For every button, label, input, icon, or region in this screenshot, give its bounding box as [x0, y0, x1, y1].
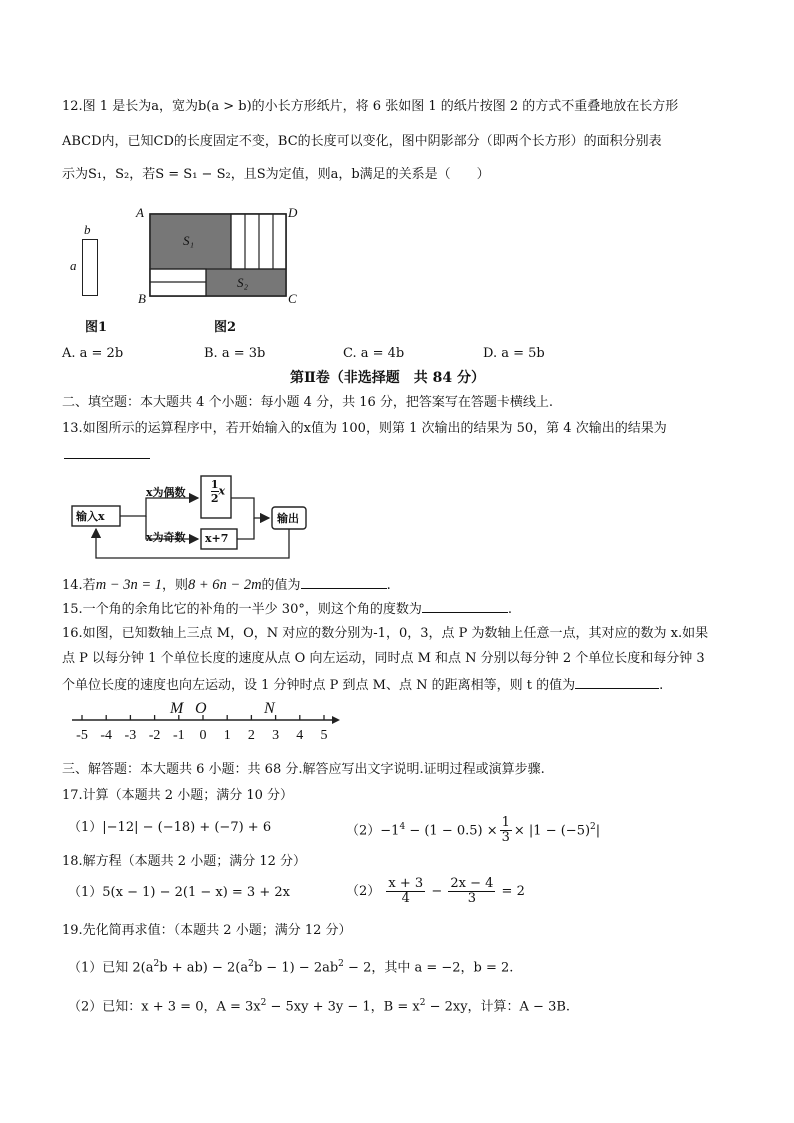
axis-tick-label: 5 [320, 728, 328, 743]
plus7-label: x+7 [205, 532, 229, 545]
q12-line1: 12.图 1 是长为a，宽为b(a > b)的小长方形纸片，将 6 张如图 1 的纸片按图 2 的方式不重叠地放在长方形 [62, 99, 679, 114]
half-num: 1 [210, 478, 219, 491]
point-c: C [288, 291, 297, 306]
axis-tick-label: -2 [148, 728, 161, 743]
axis-tick-label: -1 [172, 728, 185, 743]
option-a: A. a = 2b [62, 346, 124, 361]
q14-answer-blank [301, 575, 387, 589]
q18-part1: （1）5(x − 1) − 2(1 − x) = 3 + 2x [68, 885, 290, 900]
odd-label: x为奇数 [146, 531, 186, 544]
option-c: C. a = 4b [343, 346, 405, 361]
half-var: x [218, 484, 226, 498]
q16-answer-blank [575, 675, 659, 689]
half-den: 2 [210, 492, 219, 505]
axis-tick-label: 4 [296, 728, 304, 743]
q13-text: 13.如图所示的运算程序中，若开始输入的x值为 100，则第 1 次输出的结果为 50，第 4 次输出的结果为 [62, 421, 667, 436]
figure-2 [134, 204, 314, 308]
axis-tick-label: 1 [223, 728, 231, 743]
q17-title: 17.计算（本题共 2 小题；满分 10 分） [62, 788, 294, 803]
label-s2: S₂ [237, 275, 249, 290]
axis-tick-label: 3 [272, 728, 280, 743]
q12-line2: ABCD内，已知CD的长度固定不变，BC的长度可以变化，图中阴影部分（即两个长方形）的面积分别表 [62, 134, 662, 149]
fig1-a-label: a [70, 258, 77, 273]
axis-tick-label: -3 [124, 728, 137, 743]
point-b: B [138, 291, 146, 306]
q19-part1: （1）已知 $2(a^2b + ab) - 2(a^2b - 1) - 2ab^2 - 2$，其中 a = −2，b = 2. [68, 959, 514, 976]
q15-answer-blank [422, 599, 508, 613]
fill-header: 二、填空题：本大题共 4 个小题：每小题 4 分，共 16 分，把答案写在答题卡横线上. [62, 395, 554, 410]
q17-part1: （1）|−12| − (−18) + (−7) + 6 [68, 820, 272, 835]
q18-title: 18.解方程（本题共 2 小题；满分 12 分） [62, 854, 307, 869]
label-s1: S₁ [183, 233, 195, 248]
q19-part2: （2）已知：x + 3 = 0，$A = 3x^2 - 5xy + 3y - 1$，$B = x^2 - 2xy$，计算：A − 3B. [68, 998, 571, 1015]
q16-line2: 点 P 以每分钟 1 个单位长度的速度从点 O 向左运动，同时点 M 和点 N 分别以每分钟 2 个单位长度和每分钟 3 [62, 651, 705, 666]
fig1-caption: 图1 [85, 320, 108, 335]
q18-part2: （2） $\frac{x + 3}{4}$ − $\frac{2x - 4}{3}$ = 2 [346, 876, 525, 906]
q19-title: 19.先化简再求值：（本题共 2 小题；满分 12 分） [62, 923, 352, 938]
q12-line3: 示为S₁，S₂，若S = S₁ − S₂，且S为定值，则a，b满足的关系是（ ） [62, 167, 490, 182]
q16-line3: 个单位长度的速度也向左运动，设 1 分钟时点 P 到点 M、点 N 的距离相等，则 t 的值为 . [62, 675, 663, 695]
fig1-b-label: b [84, 222, 91, 237]
fig2-caption: 图2 [214, 320, 237, 335]
q15-text: 15.一个角的余角比它的补角的一半少 30°，则这个角的度数为 . [62, 599, 512, 619]
axis-tick-label: -5 [76, 728, 88, 743]
q17-part2: $(2)-1^4 - (1 - 0.5)$ × $\frac{1}{3}$ × $|1 - (-5)^2|$ [346, 815, 601, 846]
input-label: 输入x [76, 510, 105, 523]
axis-tick-label: 0 [199, 728, 207, 743]
output-label: 输出 [277, 512, 299, 525]
half-expr [203, 478, 233, 505]
point-o: O [195, 700, 207, 717]
section3-header: 三、解答题：本大题共 6 小题：共 68 分.解答应写出文字说明.证明过程或演算步骤. [62, 762, 545, 777]
point-d: D [288, 205, 298, 220]
q14-text: 14.若m − 3n = 1，则8 + 6n − 2m的值为 . [62, 577, 391, 593]
q16-line1: 16.如图，已知数轴上三点 M，O，N 对应的数分别为-1，0，3，点 P 为数轴上任意一点，其对应的数为 x.如果 [62, 626, 709, 641]
option-b: B. a = 3b [204, 346, 266, 361]
fig1-rect [82, 239, 98, 296]
even-label: x为偶数 [146, 486, 186, 499]
option-d: D. a = 5b [483, 346, 545, 361]
point-n: N [264, 700, 275, 717]
point-m: M [170, 700, 184, 717]
section2-title: 第Ⅱ卷（非选择题 共 84 分） [290, 370, 486, 386]
axis-tick-label: -4 [100, 728, 113, 743]
q13-answer-blank [64, 458, 150, 459]
axis-tick-label: 2 [247, 728, 255, 743]
point-a: A [136, 205, 144, 220]
